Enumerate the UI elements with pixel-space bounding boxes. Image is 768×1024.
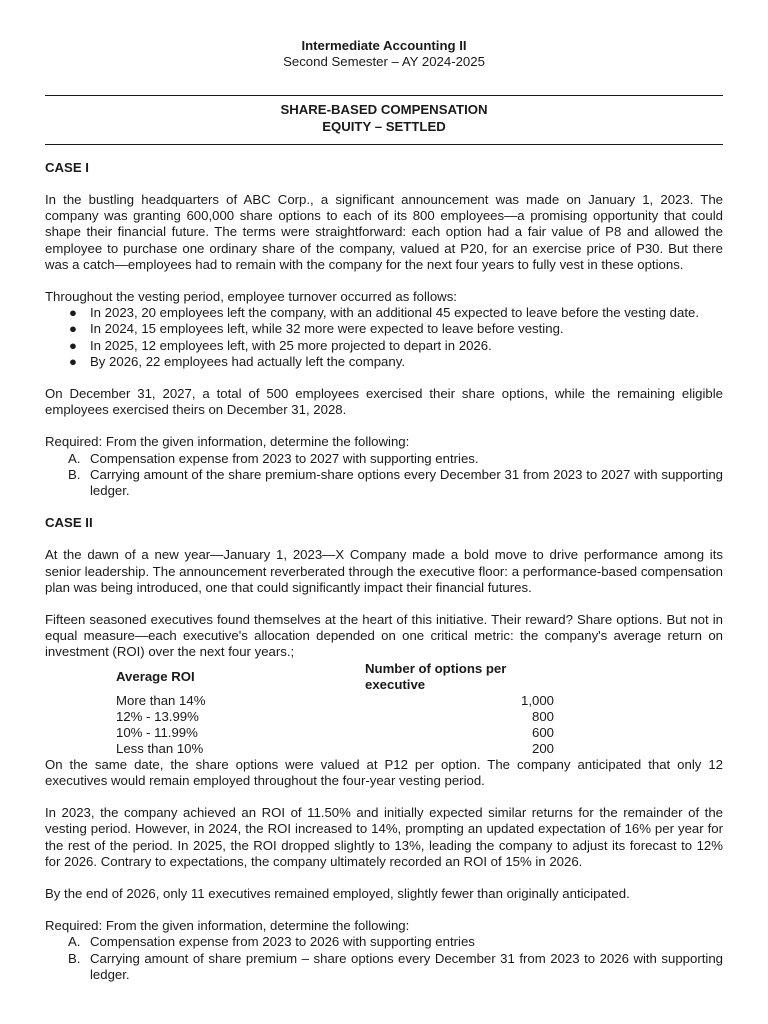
case2-required: Required: From the given information, determine the following: — [45, 918, 410, 934]
roi-options-table — [116, 661, 554, 757]
list-marker: B. — [68, 466, 81, 482]
table-cell: 10% - 11.99% — [116, 724, 198, 740]
list-marker: B. — [68, 950, 81, 966]
list-item-text: Compensation expense from 2023 to 2027 with supporting entries. — [90, 450, 479, 466]
table-header: Number of options per executive — [365, 660, 507, 692]
case1-turnover-list — [45, 305, 723, 370]
table-cell: 12% - 13.99% — [116, 708, 199, 724]
table-row — [116, 709, 554, 725]
list-item — [69, 353, 723, 370]
case2-paragraph-2: Fifteen seasoned executives found themselves at the heart of this initiative. Their reward? Share options. But not in equal measure—each executive's allocation depended on one critical metric: the company's average return on investment (ROI) over the next four years.; — [45, 612, 723, 660]
topic-subtitle: EQUITY – SETTLED — [322, 118, 446, 134]
list-item-text: Carrying amount of the share premium-share options every December 31 from 2023 to 2027 with supporting ledger. — [90, 466, 723, 499]
list-item-text: In 2023, 20 employees left the company, with an additional 45 expected to leave before the vesting date. — [90, 305, 699, 321]
table-row — [116, 741, 554, 757]
case2-paragraph-3: On the same date, the share options were valued at P12 per option. The company anticipated that only 12 executives would remain employed throughout the four-year vesting period. — [45, 756, 723, 788]
document-page — [45, 38, 723, 983]
list-item-text: In 2024, 15 employees left, while 32 more were expected to leave before vesting. — [90, 321, 564, 337]
list-item-text: Carrying amount of share premium – share options every December 31 from 2023 to 2026 with supporting ledger. — [90, 950, 723, 982]
bullet-icon: ● — [69, 305, 77, 321]
case1-heading: CASE I — [45, 159, 89, 175]
bullet-icon: ● — [69, 353, 77, 369]
topic-title: SHARE-BASED COMPENSATION — [280, 102, 488, 118]
case1-paragraph-2: On December 31, 2027, a total of 500 employees exercised their share options, while the remaining eligible employees exercised theirs on December 31, 2028. — [45, 386, 723, 418]
case1-required: Required: From the given information, determine the following: — [45, 434, 410, 450]
table-row — [116, 725, 554, 741]
table-header: Average ROI — [116, 668, 195, 684]
list-item — [68, 950, 723, 983]
list-item — [68, 466, 723, 499]
table-cell: 200 — [531, 740, 554, 756]
bullet-icon: ● — [69, 321, 77, 337]
list-marker: A. — [68, 934, 81, 950]
table-cell: More than 14% — [116, 692, 206, 708]
table-row — [116, 693, 554, 709]
table-cell: 800 — [531, 708, 554, 724]
table-cell: Less than 10% — [116, 740, 204, 756]
list-item — [68, 450, 723, 467]
table-cell: 600 — [531, 724, 554, 740]
list-item — [69, 305, 723, 321]
bullet-icon: ● — [69, 337, 77, 353]
course-title: Intermediate Accounting II — [301, 38, 467, 53]
case2-required-list — [45, 934, 723, 983]
semester-line: Second Semester – AY 2024-2025 — [283, 54, 485, 70]
case1-required-list — [45, 451, 723, 500]
list-item-text: In 2025, 12 employees left, with 25 more projected to depart in 2026. — [90, 337, 492, 353]
case2-paragraph-1: At the dawn of a new year—January 1, 2023—X Company made a bold move to drive performance among its senior leadership. The announcement reverberated through the executive floor: a performance-based compensation plan was being introduced, one that could significantly impact their financial futures. — [45, 547, 723, 595]
list-item — [68, 934, 723, 950]
case2-paragraph-4: In 2023, the company achieved an ROI of 11.50% and initially expected similar returns for the remainder of the vesting period. However, in 2024, the ROI increased to 14%, prompting an updated expectation of 16% per year for the rest of the period. In 2025, the ROI dropped slightly to 13%, leading the company to adjust its forecast to 12% for 2026. Contrary to expectations, the company ultimately recorded an ROI of 15% in 2026. — [45, 805, 723, 869]
list-item-text: Compensation expense from 2023 to 2026 with supporting entries — [90, 934, 475, 950]
list-marker: A. — [68, 450, 81, 466]
list-item-text: By 2026, 22 employees had actually left the company. — [90, 353, 405, 369]
table-header-row — [116, 661, 554, 693]
top-rule — [45, 95, 723, 96]
list-item — [69, 321, 723, 337]
case2-heading: CASE II — [45, 515, 93, 531]
list-item — [69, 337, 723, 354]
table-cell: 1,000 — [520, 692, 554, 708]
bottom-rule — [45, 144, 723, 145]
case1-turnover-intro: Throughout the vesting period, employee turnover occurred as follows: — [45, 289, 457, 305]
case2-paragraph-5: By the end of 2026, only 11 executives remained employed, slightly fewer than originally anticipated. — [45, 885, 630, 901]
case1-paragraph-1: In the bustling headquarters of ABC Corp., a significant announcement was made on January 1, 2023. The company was granting 600,000 share options to each of its 800 employees—a promising opportunity that could shape their financial future. The terms were straightforward: each option had a fair value of P8 and allowed the employee to purchase one ordinary share of the company, valued at P20, for an exercise price of P30. But there was a catch—employees had to remain with the company for the next four years to fully vest in these options. — [45, 192, 723, 272]
